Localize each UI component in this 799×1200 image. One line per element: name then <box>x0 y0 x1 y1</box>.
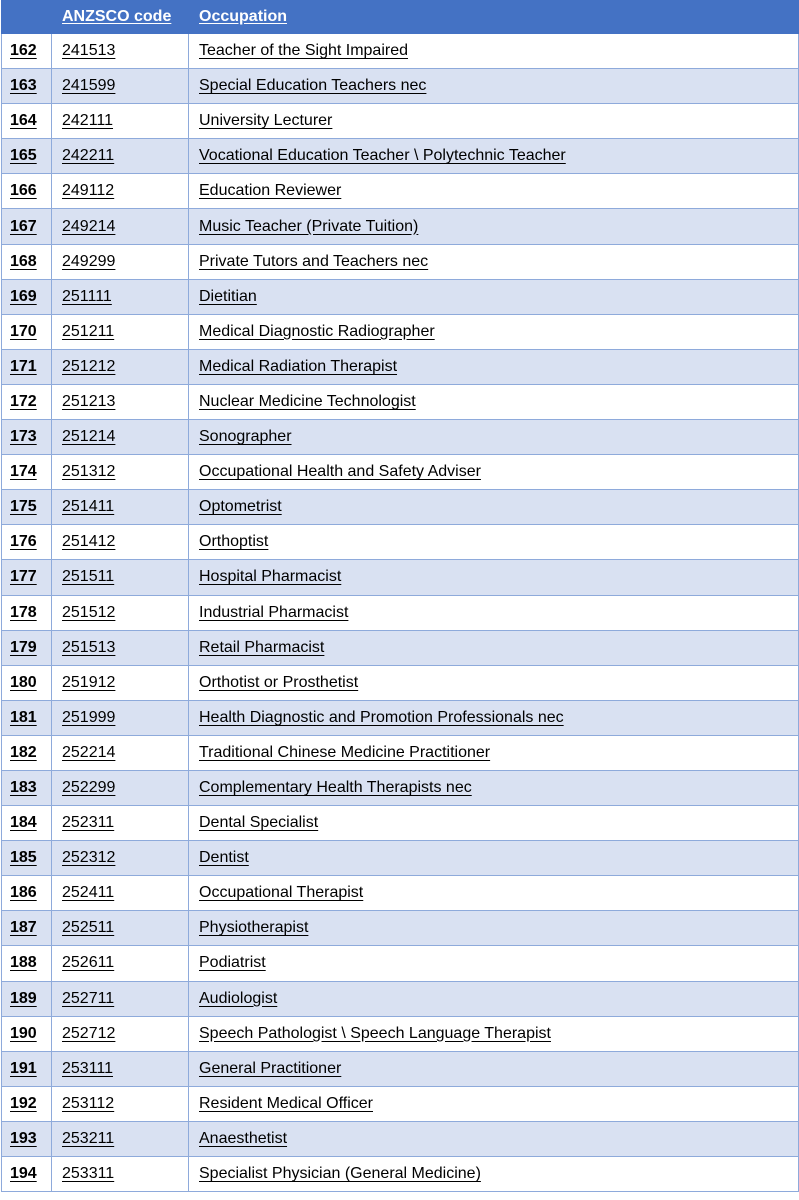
table-row <box>2 420 799 455</box>
occupation-link[interactable]: Hospital Pharmacist <box>199 568 342 586</box>
anzsco-code-cell <box>52 209 189 244</box>
anzsco-code-link[interactable]: 252311 <box>62 814 115 832</box>
occupation-link[interactable]: Medical Diagnostic Radiographer <box>199 322 435 340</box>
table-row <box>2 384 799 419</box>
anzsco-code-link[interactable]: 253311 <box>62 1165 115 1183</box>
anzsco-code-cell <box>52 349 189 384</box>
anzsco-code-link[interactable]: 253211 <box>62 1129 115 1147</box>
anzsco-code-cell <box>52 420 189 455</box>
table-row <box>2 981 799 1016</box>
anzsco-code-cell <box>52 911 189 946</box>
occupation-cell <box>189 349 799 384</box>
anzsco-code-link[interactable]: 251411 <box>62 498 115 516</box>
occupation-link[interactable]: Dentist <box>199 849 249 867</box>
anzsco-code-cell <box>52 279 189 314</box>
anzsco-code-cell <box>52 700 189 735</box>
occupation-link[interactable]: Vocational Education Teacher \ Polytechnic Teacher <box>199 147 566 165</box>
anzsco-code-link[interactable]: 251312 <box>62 463 116 481</box>
occupation-link[interactable]: Nuclear Medicine Technologist <box>199 392 416 410</box>
table-row <box>2 560 799 595</box>
anzsco-code-cell <box>52 981 189 1016</box>
occupation-link[interactable]: Dental Specialist <box>199 814 319 832</box>
anzsco-code-cell <box>52 735 189 770</box>
table-row <box>2 1016 799 1051</box>
occupation-link[interactable]: Audiologist <box>199 989 278 1007</box>
anzsco-code-cell <box>52 560 189 595</box>
anzsco-code-link[interactable]: 251214 <box>62 428 116 446</box>
anzsco-code-cell <box>52 174 189 209</box>
occupation-cell <box>189 174 799 209</box>
table-row <box>2 911 799 946</box>
occupation-cell <box>189 1157 799 1192</box>
table-row <box>2 455 799 490</box>
anzsco-code-link[interactable]: 252511 <box>62 919 115 937</box>
occupation-link[interactable]: University Lecturer <box>199 112 333 130</box>
table-row <box>2 1086 799 1121</box>
occupation-cell <box>189 630 799 665</box>
occupation-link[interactable]: Specialist Physician (General Medicine) <box>199 1165 481 1183</box>
row-number-cell <box>2 735 52 770</box>
occupation-link[interactable]: Anaesthetist <box>199 1129 288 1147</box>
occupation-cell <box>189 455 799 490</box>
row-number-link[interactable]: 166 <box>10 182 37 200</box>
occupation-link[interactable]: Music Teacher (Private Tuition) <box>199 217 419 235</box>
row-number-link[interactable]: 186 <box>10 884 37 902</box>
occupation-link[interactable]: Orthotist or Prosthetist <box>199 673 359 691</box>
occupation-cell <box>189 1086 799 1121</box>
row-number-cell <box>2 209 52 244</box>
occupation-link[interactable]: Physiotherapist <box>199 919 309 937</box>
header-anzsco-code[interactable]: ANZSCO code <box>52 1 189 34</box>
table-row <box>2 841 799 876</box>
anzsco-code-link[interactable]: 251213 <box>62 392 116 410</box>
row-number-cell <box>2 314 52 349</box>
occupation-link[interactable]: General Practitioner <box>199 1059 342 1077</box>
anzsco-code-cell <box>52 139 189 174</box>
table-row <box>2 69 799 104</box>
table-body <box>2 34 799 1192</box>
table-row <box>2 349 799 384</box>
occupation-link[interactable]: Traditional Chinese Medicine Practitioner <box>199 743 491 761</box>
anzsco-code-link[interactable]: 252711 <box>62 989 115 1007</box>
row-number-link[interactable]: 172 <box>10 392 37 410</box>
occupation-link[interactable]: Sonographer <box>199 428 292 446</box>
anzsco-code-link[interactable]: 251412 <box>62 533 116 551</box>
anzsco-code-cell <box>52 946 189 981</box>
row-number-cell <box>2 384 52 419</box>
row-number-cell <box>2 1121 52 1156</box>
occupation-cell <box>189 876 799 911</box>
anzsco-code-link[interactable]: 252214 <box>62 743 116 761</box>
anzsco-code-cell <box>52 455 189 490</box>
row-number-cell <box>2 69 52 104</box>
row-number-cell <box>2 455 52 490</box>
occupation-cell <box>189 946 799 981</box>
table-row <box>2 665 799 700</box>
table-row <box>2 244 799 279</box>
occupation-link[interactable]: Industrial Pharmacist <box>199 603 349 621</box>
row-number-link[interactable]: 180 <box>10 673 37 691</box>
anzsco-code-link[interactable]: 252411 <box>62 884 115 902</box>
row-number-cell <box>2 911 52 946</box>
header-occupation[interactable]: Occupation <box>189 1 799 34</box>
table-row <box>2 1121 799 1156</box>
table-row <box>2 1157 799 1192</box>
occupation-cell <box>189 1121 799 1156</box>
anzsco-code-link[interactable]: 252312 <box>62 849 116 867</box>
occupation-link[interactable]: Orthoptist <box>199 533 269 551</box>
row-number-link[interactable]: 185 <box>10 849 37 867</box>
anzsco-code-cell <box>52 384 189 419</box>
occupation-cell <box>189 735 799 770</box>
anzsco-code-link[interactable]: 249299 <box>62 252 116 270</box>
row-number-link[interactable]: 167 <box>10 217 37 235</box>
occupation-cell <box>189 209 799 244</box>
row-number-link[interactable]: 165 <box>10 147 37 165</box>
anzsco-code-link[interactable]: 253112 <box>62 1094 115 1112</box>
anzsco-code-link[interactable]: 249214 <box>62 217 116 235</box>
header-row <box>2 1 799 34</box>
row-number-cell <box>2 560 52 595</box>
occupation-table <box>1 0 799 1192</box>
occupation-cell <box>189 841 799 876</box>
row-number-cell <box>2 279 52 314</box>
anzsco-code-cell <box>52 876 189 911</box>
row-number-cell <box>2 490 52 525</box>
row-number-link[interactable]: 174 <box>10 463 37 481</box>
anzsco-code-cell <box>52 665 189 700</box>
occupation-cell <box>189 490 799 525</box>
row-number-cell <box>2 981 52 1016</box>
table-row <box>2 314 799 349</box>
table-row <box>2 490 799 525</box>
row-number-link[interactable]: 171 <box>10 357 37 375</box>
anzsco-code-link[interactable]: 251111 <box>62 287 112 305</box>
anzsco-code-cell <box>52 244 189 279</box>
occupation-cell <box>189 1051 799 1086</box>
anzsco-code-link[interactable]: 252299 <box>62 779 116 797</box>
anzsco-code-cell <box>52 1121 189 1156</box>
table-row <box>2 104 799 139</box>
row-number-cell <box>2 139 52 174</box>
occupation-link[interactable]: Dietitian <box>199 287 257 305</box>
table-row <box>2 806 799 841</box>
row-number-link[interactable]: 164 <box>10 112 37 130</box>
row-number-cell <box>2 841 52 876</box>
occupation-link[interactable]: Teacher of the Sight Impaired <box>199 42 409 60</box>
row-number-cell <box>2 595 52 630</box>
occupation-cell <box>189 911 799 946</box>
occupation-link[interactable]: Resident Medical Officer <box>199 1094 373 1112</box>
anzsco-code-link[interactable]: 251999 <box>62 708 116 726</box>
anzsco-code-cell <box>52 314 189 349</box>
row-number-link[interactable]: 187 <box>10 919 37 937</box>
anzsco-code-link[interactable]: 251211 <box>62 322 115 340</box>
table-row <box>2 525 799 560</box>
row-number-link[interactable]: 194 <box>10 1165 37 1183</box>
row-number-link[interactable]: 163 <box>10 77 37 95</box>
row-number-link[interactable]: 168 <box>10 252 37 270</box>
anzsco-code-link[interactable]: 242111 <box>62 112 114 130</box>
occupation-link[interactable]: Complementary Health Therapists nec <box>199 779 472 797</box>
occupation-cell <box>189 981 799 1016</box>
anzsco-code-cell <box>52 34 189 69</box>
anzsco-code-cell <box>52 104 189 139</box>
row-number-link[interactable]: 162 <box>10 42 37 60</box>
occupation-cell <box>189 1016 799 1051</box>
occupation-link[interactable]: Health Diagnostic and Promotion Professionals nec <box>199 708 564 726</box>
anzsco-code-cell <box>52 1016 189 1051</box>
row-number-cell <box>2 806 52 841</box>
row-number-link[interactable]: 179 <box>10 638 37 656</box>
table-row <box>2 770 799 805</box>
anzsco-code-link[interactable]: 251511 <box>62 568 115 586</box>
anzsco-code-cell <box>52 1051 189 1086</box>
row-number-link[interactable]: 169 <box>10 287 37 305</box>
row-number-cell <box>2 1086 52 1121</box>
occupation-link[interactable]: Education Reviewer <box>199 182 342 200</box>
row-number-link[interactable]: 188 <box>10 954 37 972</box>
table-row <box>2 735 799 770</box>
row-number-link[interactable]: 189 <box>10 989 37 1007</box>
row-number-cell <box>2 1157 52 1192</box>
occupation-link[interactable]: Speech Pathologist \ Speech Language Therapist <box>199 1024 551 1042</box>
row-number-cell <box>2 104 52 139</box>
anzsco-code-cell <box>52 1157 189 1192</box>
occupation-cell <box>189 806 799 841</box>
occupation-cell <box>189 420 799 455</box>
occupation-link[interactable]: Special Education Teachers nec <box>199 77 427 95</box>
occupation-link[interactable]: Occupational Health and Safety Adviser <box>199 463 481 481</box>
row-number-link[interactable]: 191 <box>10 1059 37 1077</box>
occupation-cell <box>189 244 799 279</box>
anzsco-code-link[interactable]: 251512 <box>62 603 116 621</box>
anzsco-code-cell <box>52 630 189 665</box>
occupation-cell <box>189 139 799 174</box>
anzsco-code-link[interactable]: 241513 <box>62 42 116 60</box>
row-number-cell <box>2 349 52 384</box>
occupation-cell <box>189 69 799 104</box>
table-row <box>2 630 799 665</box>
anzsco-code-cell <box>52 1086 189 1121</box>
table-row <box>2 279 799 314</box>
table-row <box>2 209 799 244</box>
anzsco-code-link[interactable]: 252712 <box>62 1024 116 1042</box>
row-number-cell <box>2 525 52 560</box>
occupation-link[interactable]: Optometrist <box>199 498 282 516</box>
header-number <box>2 1 52 34</box>
occupation-cell <box>189 770 799 805</box>
row-number-link[interactable]: 176 <box>10 533 37 551</box>
occupation-link[interactable]: Medical Radiation Therapist <box>199 357 398 375</box>
table-row <box>2 139 799 174</box>
occupation-cell <box>189 314 799 349</box>
table-row <box>2 34 799 69</box>
anzsco-code-cell <box>52 770 189 805</box>
row-number-link[interactable]: 170 <box>10 322 37 340</box>
row-number-cell <box>2 665 52 700</box>
occupation-cell <box>189 104 799 139</box>
occupation-cell <box>189 595 799 630</box>
anzsco-code-link[interactable]: 251212 <box>62 357 116 375</box>
occupation-cell <box>189 525 799 560</box>
row-number-cell <box>2 946 52 981</box>
anzsco-code-cell <box>52 806 189 841</box>
anzsco-code-link[interactable]: 252611 <box>62 954 115 972</box>
occupation-link[interactable]: Occupational Therapist <box>199 884 364 902</box>
occupation-link[interactable]: Private Tutors and Teachers nec <box>199 252 429 270</box>
anzsco-code-cell <box>52 841 189 876</box>
table-row <box>2 1051 799 1086</box>
row-number-cell <box>2 1016 52 1051</box>
anzsco-code-cell <box>52 69 189 104</box>
occupation-link[interactable]: Retail Pharmacist <box>199 638 325 656</box>
anzsco-code-link[interactable]: 249112 <box>62 182 115 200</box>
row-number-link[interactable]: 193 <box>10 1129 37 1147</box>
anzsco-code-link[interactable]: 241599 <box>62 77 116 95</box>
anzsco-code-link[interactable]: 253111 <box>62 1059 114 1077</box>
row-number-link[interactable]: 177 <box>10 568 37 586</box>
row-number-link[interactable]: 182 <box>10 743 37 761</box>
row-number-link[interactable]: 192 <box>10 1094 37 1112</box>
table-row <box>2 876 799 911</box>
table-row <box>2 595 799 630</box>
row-number-link[interactable]: 173 <box>10 428 37 446</box>
row-number-link[interactable]: 183 <box>10 779 37 797</box>
row-number-cell <box>2 420 52 455</box>
row-number-cell <box>2 876 52 911</box>
anzsco-code-cell <box>52 490 189 525</box>
row-number-cell <box>2 244 52 279</box>
table-row <box>2 700 799 735</box>
row-number-link[interactable]: 175 <box>10 498 37 516</box>
row-number-cell <box>2 770 52 805</box>
row-number-link[interactable]: 181 <box>10 708 37 726</box>
row-number-link[interactable]: 178 <box>10 603 37 621</box>
table-header <box>2 1 799 34</box>
table-row <box>2 946 799 981</box>
row-number-cell <box>2 174 52 209</box>
occupation-cell <box>189 665 799 700</box>
occupation-cell <box>189 279 799 314</box>
anzsco-code-cell <box>52 595 189 630</box>
anzsco-code-link[interactable]: 251912 <box>62 673 116 691</box>
occupation-link[interactable]: Podiatrist <box>199 954 266 972</box>
row-number-link[interactable]: 184 <box>10 814 37 832</box>
occupation-cell <box>189 384 799 419</box>
anzsco-code-link[interactable]: 251513 <box>62 638 116 656</box>
anzsco-code-cell <box>52 525 189 560</box>
occupation-cell <box>189 560 799 595</box>
row-number-cell <box>2 1051 52 1086</box>
table-row <box>2 174 799 209</box>
occupation-cell <box>189 34 799 69</box>
row-number-cell <box>2 34 52 69</box>
row-number-cell <box>2 700 52 735</box>
row-number-link[interactable]: 190 <box>10 1024 37 1042</box>
occupation-cell <box>189 700 799 735</box>
anzsco-code-link[interactable]: 242211 <box>62 147 115 165</box>
row-number-cell <box>2 630 52 665</box>
